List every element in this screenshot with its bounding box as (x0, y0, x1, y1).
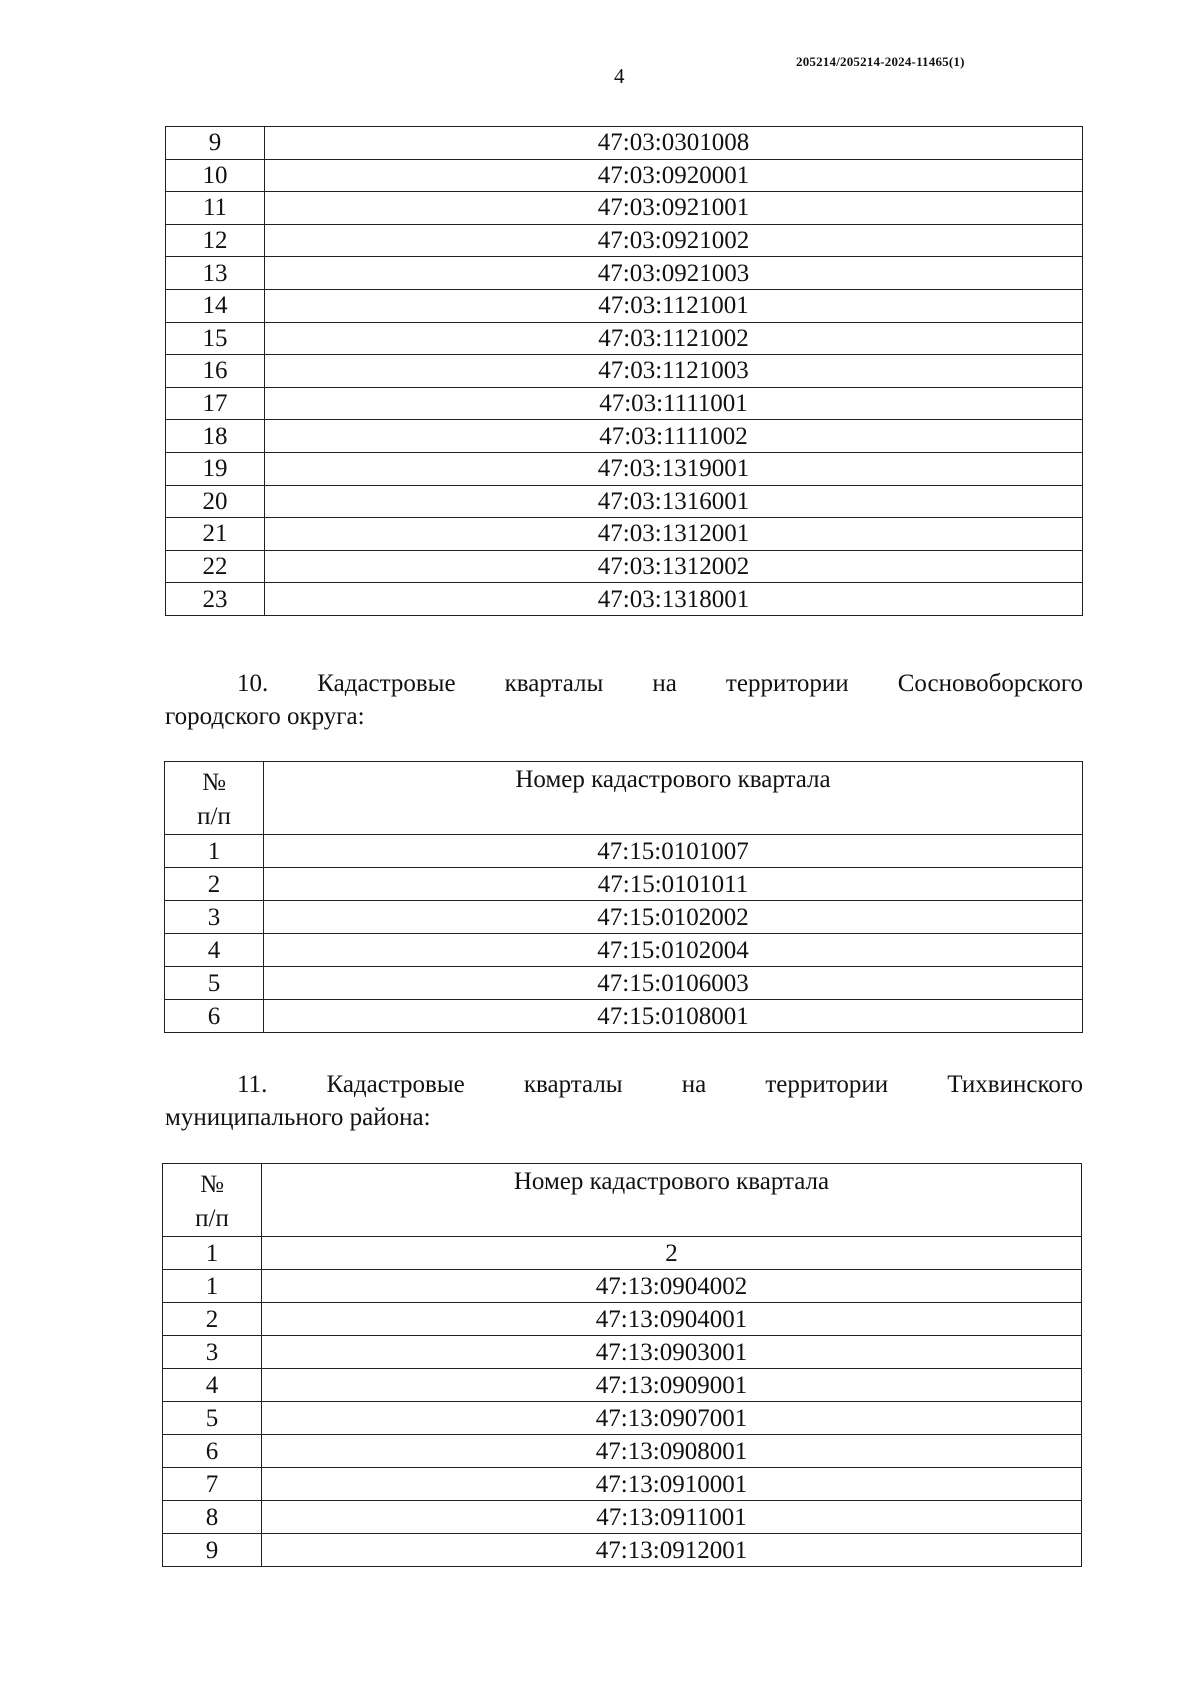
cadastral-quarter-code: 47:03:0920001 (265, 159, 1083, 192)
cadastral-quarter-code: 47:13:0910001 (262, 1468, 1082, 1501)
section-10-heading (165, 667, 1083, 733)
cadastral-quarter-code: 47:03:1316001 (265, 485, 1083, 518)
cadastral-quarter-code: 47:03:1121002 (265, 322, 1083, 355)
table-sosnovoborsky (164, 761, 1083, 1033)
row-number: 9 (163, 1534, 262, 1567)
section-11-line2: муниципального района: (165, 1104, 431, 1131)
row-number: 6 (163, 1435, 262, 1468)
table-row (166, 127, 1083, 160)
cadastral-quarter-code: 47:03:1312002 (265, 550, 1083, 583)
row-number: 14 (166, 289, 265, 322)
table-row (166, 224, 1083, 257)
cadastral-quarter-code: 47:15:0102004 (264, 934, 1083, 967)
cadastral-quarter-code: 47:03:1111002 (265, 420, 1083, 453)
table-row (163, 1501, 1082, 1534)
row-number: 3 (165, 901, 264, 934)
row-number: 16 (166, 355, 265, 388)
row-number: 22 (166, 550, 265, 583)
cadastral-quarter-code: 47:03:0921002 (265, 224, 1083, 257)
table-row (166, 159, 1083, 192)
table-row (166, 355, 1083, 388)
section-11-word: на (681, 1071, 707, 1098)
row-number: 20 (166, 485, 265, 518)
row-number: 11 (166, 192, 265, 225)
row-number: 5 (163, 1402, 262, 1435)
cadastral-quarter-code: 47:03:0921001 (265, 192, 1083, 225)
table-row (166, 387, 1083, 420)
cadastral-quarter-code: 47:15:0101011 (264, 868, 1083, 901)
row-number: 9 (166, 127, 265, 160)
section-10-word: 10. (237, 670, 269, 697)
row-number: 2 (165, 868, 264, 901)
row-number: 8 (163, 1501, 262, 1534)
cadastral-quarter-code: 47:13:0907001 (262, 1402, 1082, 1435)
row-number: 12 (166, 224, 265, 257)
cadastral-quarter-code: 47:13:0903001 (262, 1336, 1082, 1369)
column-header-quarter: Номер кадастрового квартала (264, 762, 1083, 835)
table-row (166, 518, 1083, 551)
section-11-word: Тихвинского (947, 1071, 1083, 1098)
cadastral-quarter-code: 47:15:0106003 (264, 967, 1083, 1000)
section-11-heading (165, 1068, 1083, 1134)
cadastral-quarter-code: 47:03:1121001 (265, 289, 1083, 322)
row-number: 3 (163, 1336, 262, 1369)
row-number: 4 (163, 1369, 262, 1402)
column-index-number: 1 (163, 1237, 262, 1270)
row-number: 7 (163, 1468, 262, 1501)
table-row (165, 967, 1083, 1000)
section-10-word: Сосновоборского (897, 670, 1083, 697)
cadastral-quarter-code: 47:03:1319001 (265, 452, 1083, 485)
table-row (166, 289, 1083, 322)
row-number: 2 (163, 1303, 262, 1336)
table-row (166, 583, 1083, 616)
page-number: 4 (614, 64, 625, 88)
table-row (166, 322, 1083, 355)
row-number: 13 (166, 257, 265, 290)
cadastral-quarter-code: 47:13:0909001 (262, 1369, 1082, 1402)
table-row (165, 835, 1083, 868)
row-number: 4 (165, 934, 264, 967)
table-row (166, 452, 1083, 485)
section-11-word: кварталы (523, 1071, 623, 1098)
column-index-quarter: 2 (262, 1237, 1082, 1270)
row-number: 5 (165, 967, 264, 1000)
section-11-word: 11. (237, 1071, 268, 1098)
table-row (165, 868, 1083, 901)
row-number: 10 (166, 159, 265, 192)
table-row (163, 1270, 1082, 1303)
table-row (163, 1534, 1082, 1567)
row-number: 19 (166, 452, 265, 485)
cadastral-quarter-code: 47:13:0912001 (262, 1534, 1082, 1567)
cadastral-quarter-code: 47:13:0904002 (262, 1270, 1082, 1303)
table-row (166, 257, 1083, 290)
cadastral-quarter-code: 47:03:1312001 (265, 518, 1083, 551)
cadastral-quarter-code: 47:15:0102002 (264, 901, 1083, 934)
table-row (166, 550, 1083, 583)
column-header-number: № п/п (163, 1164, 262, 1237)
cadastral-quarter-code: 47:03:0301008 (265, 127, 1083, 160)
cadastral-quarter-code: 47:15:0108001 (264, 1000, 1083, 1033)
document-id: 205214/205214-2024-11465(1) (796, 54, 965, 69)
table-row (166, 485, 1083, 518)
row-number: 21 (166, 518, 265, 551)
row-number: 18 (166, 420, 265, 453)
row-number: 17 (166, 387, 265, 420)
table-row (165, 901, 1083, 934)
table-row (163, 1303, 1082, 1336)
section-10-word: Кадастровые (317, 670, 456, 697)
cadastral-quarter-code: 47:13:0911001 (262, 1501, 1082, 1534)
section-11-word: территории (765, 1071, 889, 1098)
cadastral-quarter-code: 47:03:1111001 (265, 387, 1083, 420)
table-header-row (163, 1164, 1082, 1237)
cadastral-quarter-code: 47:15:0101007 (264, 835, 1083, 868)
section-10-word: территории (725, 670, 849, 697)
cadastral-quarter-code: 47:13:0904001 (262, 1303, 1082, 1336)
table-row (166, 420, 1083, 453)
table-row (163, 1402, 1082, 1435)
table-row (166, 192, 1083, 225)
table-header-row (165, 762, 1083, 835)
section-10-line2: городского округа: (165, 703, 365, 730)
table-continued (165, 126, 1083, 616)
row-number: 1 (163, 1270, 262, 1303)
column-header-quarter: Номер кадастрового квартала (262, 1164, 1082, 1237)
row-number: 1 (165, 835, 264, 868)
cadastral-quarter-code: 47:03:1121003 (265, 355, 1083, 388)
table-row (163, 1435, 1082, 1468)
table-row (165, 1000, 1083, 1033)
table-tikhvinsky (162, 1163, 1082, 1567)
cadastral-quarter-code: 47:03:0921003 (265, 257, 1083, 290)
section-11-word: Кадастровые (326, 1071, 465, 1098)
section-10-word: на (652, 670, 677, 697)
table-row (163, 1369, 1082, 1402)
column-header-number: № п/п (165, 762, 264, 835)
row-number: 23 (166, 583, 265, 616)
cadastral-quarter-code: 47:13:0908001 (262, 1435, 1082, 1468)
table-row (163, 1336, 1082, 1369)
row-number: 6 (165, 1000, 264, 1033)
table-row (165, 934, 1083, 967)
row-number: 15 (166, 322, 265, 355)
section-10-word: кварталы (504, 670, 604, 697)
column-index-row (163, 1237, 1082, 1270)
cadastral-quarter-code: 47:03:1318001 (265, 583, 1083, 616)
table-row (163, 1468, 1082, 1501)
